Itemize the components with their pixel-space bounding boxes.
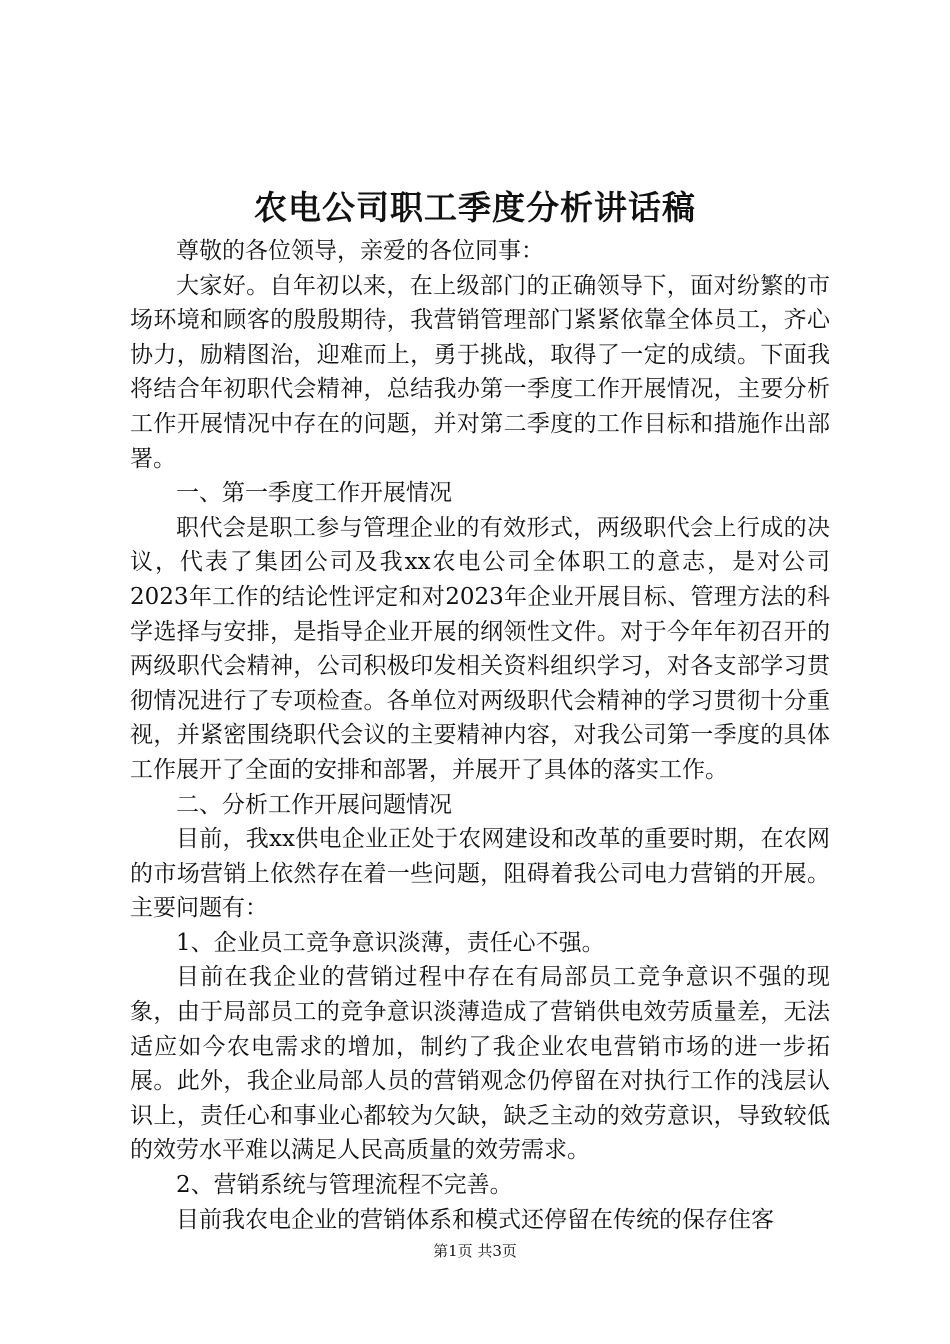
document-title: 农电公司职工季度分析讲话稿 [254, 188, 696, 227]
section-heading-1: 一、第一季度工作开展情况 [176, 480, 452, 507]
paragraph-salutation: 尊敬的各位领导，亲爱的各位同事： [176, 238, 544, 264]
section-heading-2: 二、分析工作开展问题情况 [176, 791, 452, 818]
subheading-1: 1、企业员工竞争意识淡薄，责任心不强。 [176, 929, 605, 956]
subheading-2: 2、营销系统与管理流程不完善。 [176, 1172, 513, 1199]
paragraph-section-2: 目前，我xx供电企业正处于农网建设和改革的重要时期，在农网的市场营销上依然存在着一些问题，阻碍着我公司电力营销的开展。主要问题有： [130, 826, 830, 922]
page-footer: 第1页 共3页 [433, 1242, 517, 1260]
paragraph-section-1: 职代会是职工参与管理企业的有效形式，两级职代会上行成的决议，代表了集团公司及我xx农电公司全体职工的意志，是对公司2023年工作的结论性评定和对2023年企业开展目标、管理方法的科学选择与安排，是指导企业开展的纲领性文件。对于今年年初召开的两级职代会精神，公司积极印发相关资料组织学习，对各支部学习贯彻情况进行了专项检查。各单位对两级职代会精神的学习贯彻十分重视，并紧密围绕职代会议的主要精神内容，对我公司第一季度的具体工作展开了全面的安排和部署，并展开了具体的落实工作。 [130, 514, 830, 783]
document-body [130, 234, 830, 1237]
paragraph-intro: 大家好。自年初以来，在上级部门的正确领导下，面对纷繁的市场环境和顾客的殷殷期待，我营销管理部门紧紧依靠全体员工，齐心协力，励精图治，迎难而上，勇于挑战，取得了一定的成绩。下面我将结合年初职代会精神，总结我办第一季度工作开展情况，主要分析工作开展情况中存在的问题，并对第二季度的工作目标和措施作出部署。 [130, 272, 830, 472]
paragraph-subsection-2: 目前我农电企业的营销体系和模式还停留在传统的保存住客 [176, 1206, 774, 1233]
paragraph-subsection-1: 目前在我企业的营销过程中存在有局部员工竞争意识不强的现象，由于局部员工的竞争意识淡薄造成了营销供电效劳质量差，无法适应如今农电需求的增加，制约了我企业农电营销市场的进一步拓展。此外，我企业局部人员的营销观念仍停留在对执行工作的浅层认识上，责任心和事业心都较为欠缺，缺乏主动的效劳意识，导致较低的效劳水平难以满足人民高质量的效劳需求。 [130, 964, 830, 1164]
